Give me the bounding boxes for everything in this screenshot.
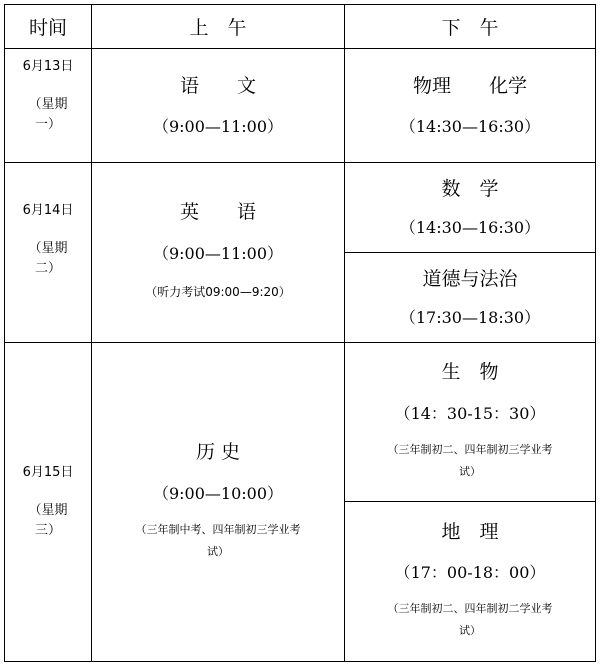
afternoon-cell-day3-biology [345, 343, 595, 501]
time-chinese: （9:00—11:00） [152, 117, 284, 137]
header-time-label: 时间 [28, 17, 67, 39]
date-cell-day1 [5, 49, 91, 162]
afternoon-cell-day2-math [345, 163, 595, 252]
header-afternoon [345, 5, 595, 48]
date-day2: 6月14日 [22, 203, 74, 218]
time-history: （9:00—10:00） [152, 483, 284, 503]
subject-history: 历 史 [195, 441, 241, 463]
time-physics-chemistry: （14:30—16:30） [399, 117, 541, 137]
note-listening-test: （听力考试09:00—9:20） [145, 285, 291, 300]
date-cell-day2 [5, 163, 91, 342]
subject-chinese: 语 文 [179, 74, 256, 97]
date-day3: 6月15日 [22, 464, 74, 480]
date-day1: 6月13日 [22, 59, 74, 74]
header-afternoon-label: 下 午 [441, 17, 499, 39]
time-biology: （14：30-15：30） [394, 403, 546, 423]
subject-ethics-law: 道德与法治 [422, 267, 518, 290]
weekday-close-day3: 三） [34, 523, 61, 539]
morning-cell-day1 [92, 49, 344, 162]
subject-geography: 地 理 [441, 520, 499, 543]
morning-cell-day3 [92, 343, 344, 661]
time-english: （9:00—11:00） [152, 243, 284, 263]
time-geography: （17：00-18：00） [394, 563, 546, 583]
subject-physics-chemistry: 物理 化学 [412, 74, 527, 97]
subject-english: 英 语 [179, 201, 256, 224]
afternoon-cell-day1 [345, 49, 595, 162]
weekday-close-day2: 二） [34, 261, 61, 277]
exam-schedule-table [4, 4, 596, 662]
note-geography-line2: 试） [459, 624, 481, 638]
weekday-close-day1: 一） [34, 117, 61, 133]
note-biology-line2: 试） [459, 464, 481, 478]
subject-math: 数 学 [441, 177, 499, 200]
note-biology-line1: （三年制初二、四年制初三学业考 [387, 442, 553, 456]
header-morning [92, 5, 344, 48]
afternoon-cell-day3-geography [345, 502, 595, 661]
morning-cell-day2 [92, 163, 344, 342]
weekday-open-day1: （星期 [28, 97, 68, 113]
table-border-right [595, 4, 596, 662]
subject-biology: 生 物 [441, 361, 499, 383]
note-geography-line1: （三年制初二、四年制初二学业考 [387, 602, 553, 616]
table-border-bottom [4, 661, 596, 662]
time-ethics-law: （17:30—18:30） [399, 308, 541, 328]
header-morning-label: 上 午 [189, 17, 247, 39]
time-math: （14:30—16:30） [399, 218, 541, 238]
note-history-line1: （三年制中考、四年制初三学业考 [135, 522, 301, 536]
note-history-line2: 试） [207, 544, 229, 558]
date-cell-day3 [5, 343, 91, 661]
afternoon-cell-day2-ethics [345, 253, 595, 342]
weekday-open-day2: （星期 [28, 241, 68, 257]
header-time [5, 5, 91, 48]
weekday-open-day3: （星期 [28, 502, 68, 518]
